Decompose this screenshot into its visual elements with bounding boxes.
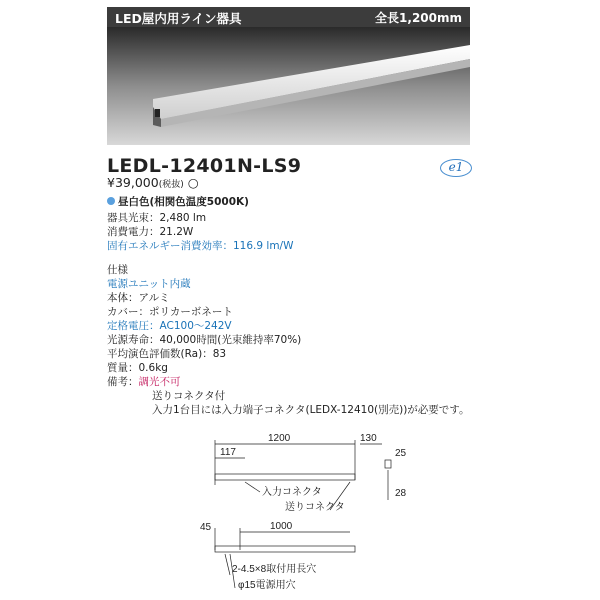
price-line <box>107 176 199 192</box>
power: 消費電力：21.2W <box>107 226 194 238</box>
dim-25: 25 <box>395 448 407 459</box>
spec-power-unit: 電源ユニット内蔵 <box>107 278 191 290</box>
dim-117: 117 <box>220 447 236 458</box>
label-mount-holes: 2-4.5×8取付用長穴 <box>232 564 317 575</box>
label-input-connector: 入力コネクタ <box>262 487 322 498</box>
efficiency: 固有エネルギー消費効率：116.9 lm/W <box>107 240 294 252</box>
product-image <box>107 27 470 145</box>
dim-28: 28 <box>395 488 407 499</box>
spec-life: 光源寿命：40,000時間(光束維持率70%) <box>107 334 302 346</box>
remarks-label: 備考： <box>107 376 139 388</box>
label-send-connector: 送りコネクタ <box>285 502 345 513</box>
spec-note-1: 送りコネクタ付 <box>152 390 226 402</box>
dim-1000: 1000 <box>270 521 293 532</box>
spec-cri: 平均演色評価数(Ra)：83 <box>107 348 227 360</box>
spec-body: 本体：アルミ <box>107 292 170 304</box>
price-note: (税抜) <box>158 180 184 190</box>
spec-heading: 仕様 <box>107 264 128 276</box>
flux: 器具光束：2,480 lm <box>107 212 207 224</box>
price-mark: ○ <box>187 175 199 190</box>
color-line <box>107 196 249 209</box>
color-label: 昼白色(相関色温度5000K) <box>118 196 249 208</box>
spec-voltage: 定格電圧：AC100～242V <box>107 320 232 332</box>
spec-mass: 質量：0.6kg <box>107 362 168 374</box>
dimension-drawing <box>190 430 450 595</box>
header-bar <box>107 7 470 27</box>
label-power-hole: φ15電源用穴 <box>238 580 296 591</box>
spec-note-2: 入力1台目には入力端子コネクタ(LEDX-12410(別売))が必要です。 <box>152 404 470 416</box>
total-length: 全長1,200mm <box>375 11 462 25</box>
dim-1200: 1200 <box>268 433 291 444</box>
dim-45: 45 <box>200 522 212 533</box>
model-number: LEDL-12401N-LS9 <box>107 155 302 177</box>
spec-cover: カバー：ポリカーボネート <box>107 306 233 318</box>
dim-130: 130 <box>360 433 377 444</box>
e1-badge: e1 <box>440 159 472 177</box>
spec-remarks <box>107 376 181 389</box>
remarks-value: 調光不可 <box>138 376 181 388</box>
category-title: LED屋内用ライン器具 <box>115 11 242 26</box>
price: ¥39,000 <box>107 175 159 190</box>
color-dot-icon <box>107 197 115 205</box>
